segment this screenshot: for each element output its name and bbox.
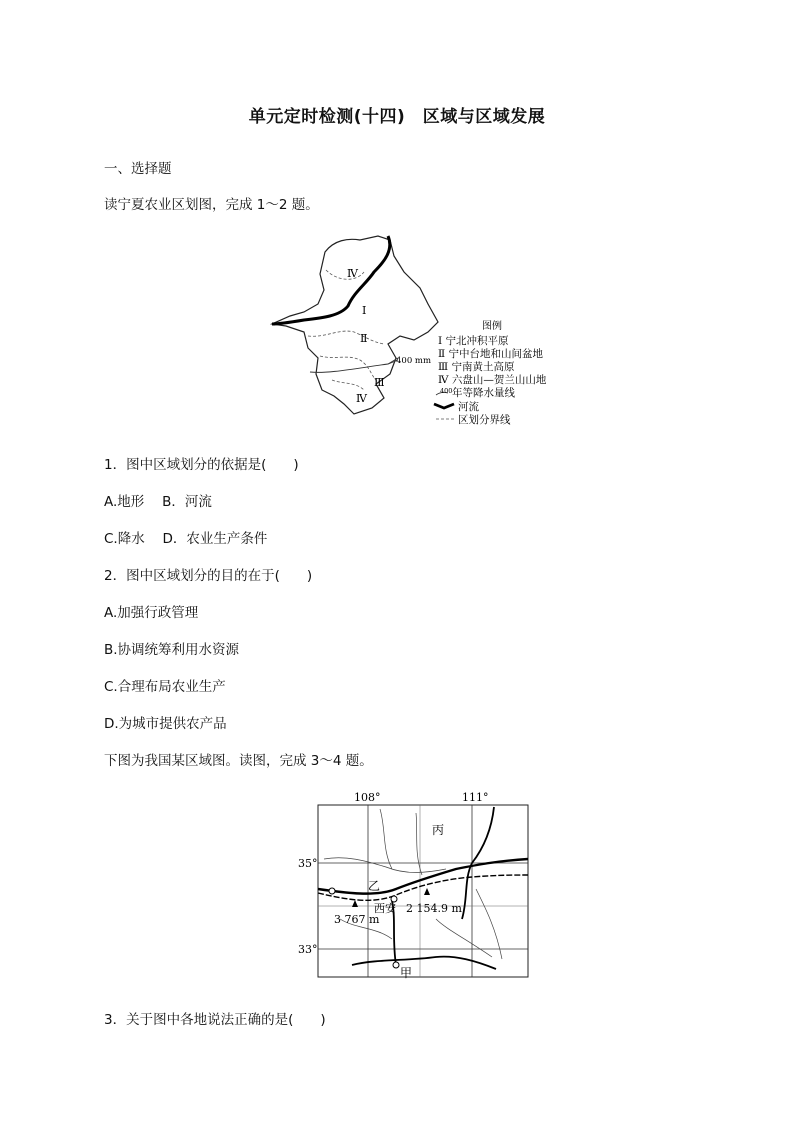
xian-map-svg xyxy=(296,789,536,981)
ningxia-map-svg xyxy=(268,232,568,428)
legend-item-5: 年等降水量线 xyxy=(452,387,515,399)
region-label-iii: Ⅲ xyxy=(374,376,385,389)
region-label-iv-north: Ⅳ xyxy=(347,267,358,280)
lon-label-108: 108° xyxy=(354,791,381,804)
precip-isoline xyxy=(310,360,398,372)
intro-text-2: 下图为我国某区域图。读图，完成 3～4 题。 xyxy=(104,753,373,769)
legend-item-1: Ⅰ 宁北冲积平原 xyxy=(438,335,509,347)
legend-item-4: Ⅳ 六盘山—贺兰山山地 xyxy=(438,374,547,386)
place-bing: 丙 xyxy=(432,823,445,837)
peak-marker-2 xyxy=(424,888,430,895)
q2-option-d: D.为城市提供农产品 xyxy=(104,716,227,732)
lon-label-111: 111° xyxy=(462,791,489,804)
legend-river-sample xyxy=(434,404,454,408)
q1-stem: 1．图中区域划分的依据是( ) xyxy=(104,457,299,473)
legend-item-3: Ⅲ 宁南黄土高原 xyxy=(438,361,515,373)
main-river xyxy=(318,859,528,894)
legend-isoline-value: 400 xyxy=(440,387,453,395)
ningxia-zoning-map xyxy=(268,232,568,428)
region-label-iv-south: Ⅳ xyxy=(356,392,367,405)
map-frame xyxy=(318,805,528,977)
legend-item-7: 区划分界线 xyxy=(458,414,511,426)
q1-options-ab: A.地形 B．河流 xyxy=(104,494,212,510)
page-title: 单元定时检测(十四) 区域与区域发展 xyxy=(248,107,546,127)
isoline-label: 400 mm xyxy=(396,356,432,366)
rivers-thin xyxy=(324,809,502,959)
intro-text-1: 读宁夏农业区划图，完成 1～2 题。 xyxy=(104,197,319,213)
place-jia: 甲 xyxy=(400,966,413,980)
legend-item-2: Ⅱ 宁中台地和山间盆地 xyxy=(438,348,543,360)
city-marker-west xyxy=(329,888,335,894)
xian-region-map xyxy=(296,789,536,981)
q2-option-c: C.合理布局农业生产 xyxy=(104,679,226,695)
province-outline xyxy=(272,236,438,414)
river-line xyxy=(272,236,390,324)
legend-item-6: 河流 xyxy=(458,401,479,413)
peak-label-1: 3 767 m xyxy=(334,913,380,926)
legend-title: 图例 xyxy=(482,321,502,332)
place-yi: 乙 xyxy=(368,879,381,893)
lat-label-33: 33° xyxy=(298,943,318,956)
q3-stem: 3．关于图中各地说法正确的是( ) xyxy=(104,1012,326,1028)
region-label-i: Ⅰ xyxy=(362,304,367,317)
lat-label-35: 35° xyxy=(298,857,318,870)
q2-option-b: B.协调统筹利用水资源 xyxy=(104,642,240,658)
place-xian: 西安 xyxy=(374,902,396,915)
peak-label-2: 2 154.9 m xyxy=(406,902,462,915)
q2-option-a: A.加强行政管理 xyxy=(104,605,199,621)
q2-stem: 2．图中区域划分的目的在于( ) xyxy=(104,568,313,584)
q1-options-cd: C.降水 D．农业生产条件 xyxy=(104,531,268,547)
peak-marker-1 xyxy=(352,900,358,907)
city-marker-jia xyxy=(393,962,399,968)
section-heading: 一、选择题 xyxy=(104,161,172,177)
region-label-ii: Ⅱ xyxy=(360,332,368,345)
